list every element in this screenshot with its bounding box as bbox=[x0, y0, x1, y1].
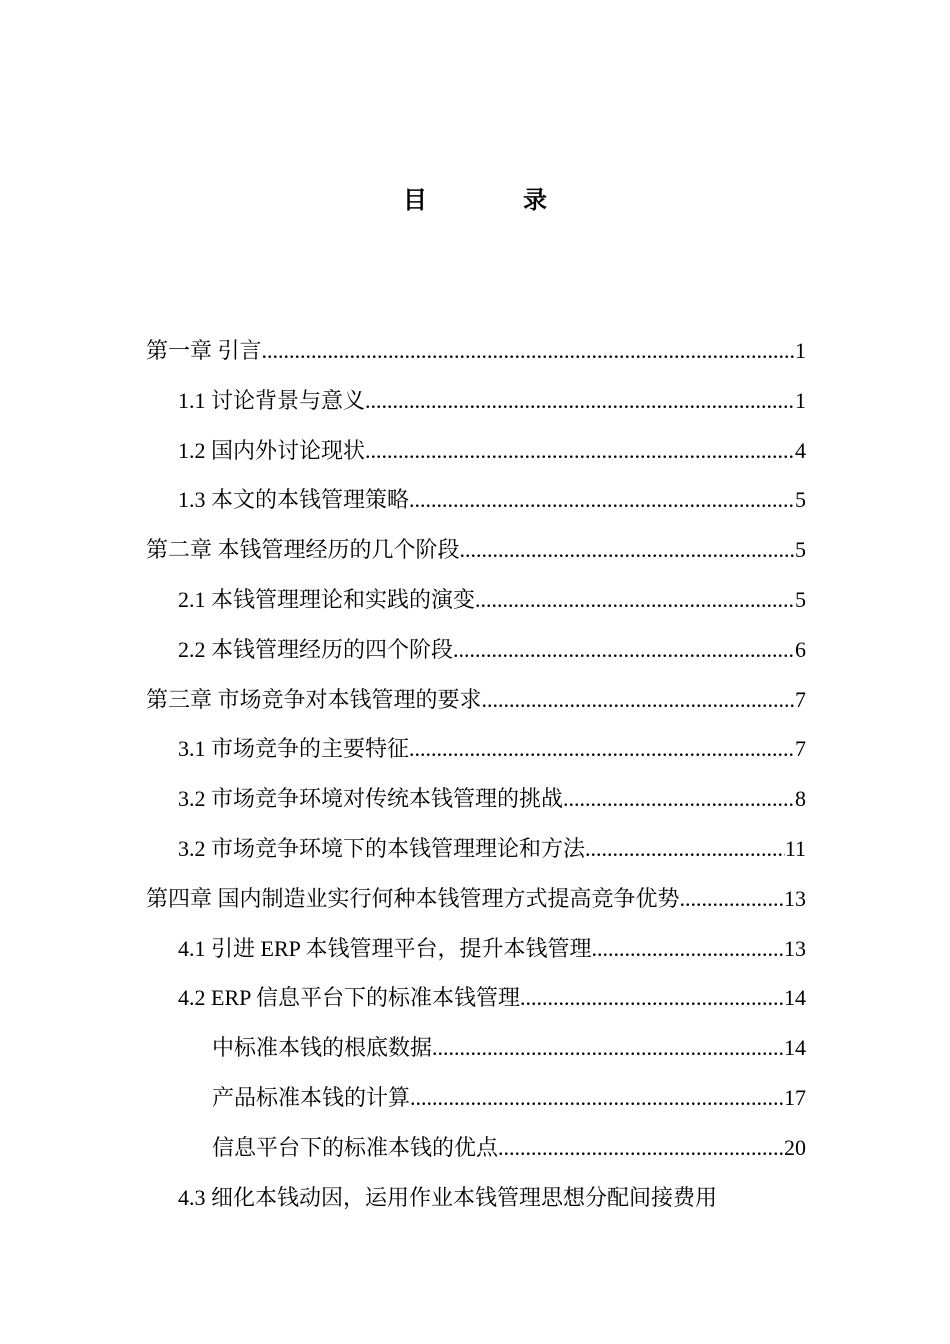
toc-entry[interactable] bbox=[146, 1123, 806, 1173]
toc-dot-leader bbox=[680, 874, 784, 924]
toc-page-number: 20 bbox=[784, 1134, 806, 1160]
table-of-contents bbox=[146, 326, 806, 1222]
toc-page-number: 14 bbox=[784, 1035, 806, 1061]
toc-page-number: 17 bbox=[784, 1084, 806, 1110]
toc-entry[interactable] bbox=[146, 874, 806, 924]
toc-entry[interactable] bbox=[146, 376, 806, 426]
toc-dot-leader bbox=[498, 1123, 784, 1173]
toc-entry[interactable] bbox=[146, 924, 806, 974]
toc-entry[interactable] bbox=[146, 1023, 806, 1073]
toc-dot-leader bbox=[365, 426, 795, 476]
toc-entry[interactable] bbox=[146, 824, 806, 874]
toc-entry[interactable] bbox=[146, 525, 806, 575]
toc-entry-label: 2.2 本钱管理经历的四个阶段 bbox=[178, 636, 454, 662]
toc-entry-label: 信息平台下的标准本钱的优点 bbox=[212, 1134, 499, 1160]
toc-entry-label: 4.2 ERP 信息平台下的标准本钱管理 bbox=[178, 985, 521, 1011]
toc-dot-leader bbox=[409, 724, 795, 774]
toc-dot-leader bbox=[460, 525, 795, 575]
toc-dot-leader bbox=[592, 924, 784, 974]
toc-entry-label: 1.1 讨论背景与意义 bbox=[178, 387, 366, 413]
toc-page-number: 14 bbox=[784, 985, 806, 1011]
toc-entry-label: 1.2 国内外讨论现状 bbox=[178, 437, 366, 463]
toc-entry-label: 3.2 市场竞争环境下的本钱管理理论和方法 bbox=[178, 835, 586, 861]
toc-page-number: 5 bbox=[795, 586, 806, 612]
toc-page-number: 4 bbox=[795, 437, 806, 463]
toc-entry[interactable] bbox=[146, 475, 806, 525]
toc-page-number: 1 bbox=[795, 387, 806, 413]
toc-dot-leader bbox=[585, 824, 785, 874]
toc-page-number: 8 bbox=[795, 786, 806, 812]
toc-page-number: 7 bbox=[795, 686, 806, 712]
toc-entry-label: 3.2 市场竞争环境对传统本钱管理的挑战 bbox=[178, 786, 564, 812]
toc-entry[interactable] bbox=[146, 575, 806, 625]
toc-dot-leader bbox=[475, 575, 795, 625]
toc-entry-label: 第二章 本钱管理经历的几个阶段 bbox=[146, 537, 460, 563]
toc-entry[interactable] bbox=[146, 326, 806, 376]
toc-dot-leader bbox=[453, 625, 795, 675]
toc-entry-label: 4.3 细化本钱动因，运用作业本钱管理思想分配间接费用 bbox=[178, 1184, 718, 1210]
toc-page-number: 11 bbox=[784, 835, 806, 861]
toc-dot-leader bbox=[563, 774, 795, 824]
toc-page-number: 13 bbox=[784, 885, 806, 911]
toc-page-number: 1 bbox=[795, 338, 806, 363]
toc-dot-leader bbox=[432, 1023, 784, 1073]
toc-entry-label: 3.1 市场竞争的主要特征 bbox=[178, 736, 410, 762]
toc-entry[interactable] bbox=[146, 1173, 806, 1223]
toc-entry[interactable] bbox=[146, 675, 806, 725]
toc-page-number: 7 bbox=[795, 736, 806, 762]
toc-entry-label: 第四章 国内制造业实行何种本钱管理方式提高竞争优势 bbox=[146, 885, 680, 911]
toc-entry-label: 第一章 引言 bbox=[146, 338, 262, 363]
toc-entry[interactable] bbox=[146, 724, 806, 774]
toc-entry-label: 1.3 本文的本钱管理策略 bbox=[178, 487, 410, 513]
toc-entry[interactable] bbox=[146, 625, 806, 675]
toc-page-number: 6 bbox=[795, 636, 806, 662]
toc-entry[interactable] bbox=[146, 426, 806, 476]
toc-entry-label: 2.1 本钱管理理论和实践的演变 bbox=[178, 586, 476, 612]
toc-entry[interactable] bbox=[146, 1073, 806, 1123]
toc-entry[interactable] bbox=[146, 973, 806, 1023]
toc-dot-leader bbox=[262, 326, 795, 376]
toc-dot-leader bbox=[365, 376, 795, 426]
toc-page-number: 5 bbox=[795, 537, 806, 563]
toc-dot-leader bbox=[410, 1073, 784, 1123]
toc-entry-label: 中标准本钱的根底数据 bbox=[212, 1035, 433, 1061]
toc-dot-leader bbox=[409, 475, 795, 525]
toc-entry[interactable] bbox=[146, 774, 806, 824]
toc-dot-leader bbox=[482, 675, 795, 725]
toc-title: 目 录 bbox=[403, 188, 583, 214]
toc-entry-label: 产品标准本钱的计算 bbox=[212, 1084, 411, 1110]
toc-page-number: 13 bbox=[784, 935, 806, 961]
toc-page-number: 5 bbox=[795, 487, 806, 513]
toc-entry-label: 第三章 市场竞争对本钱管理的要求 bbox=[146, 686, 482, 712]
toc-entry-label: 4.1 引进 ERP 本钱管理平台，提升本钱管理 bbox=[178, 935, 592, 961]
toc-dot-leader bbox=[520, 973, 784, 1023]
